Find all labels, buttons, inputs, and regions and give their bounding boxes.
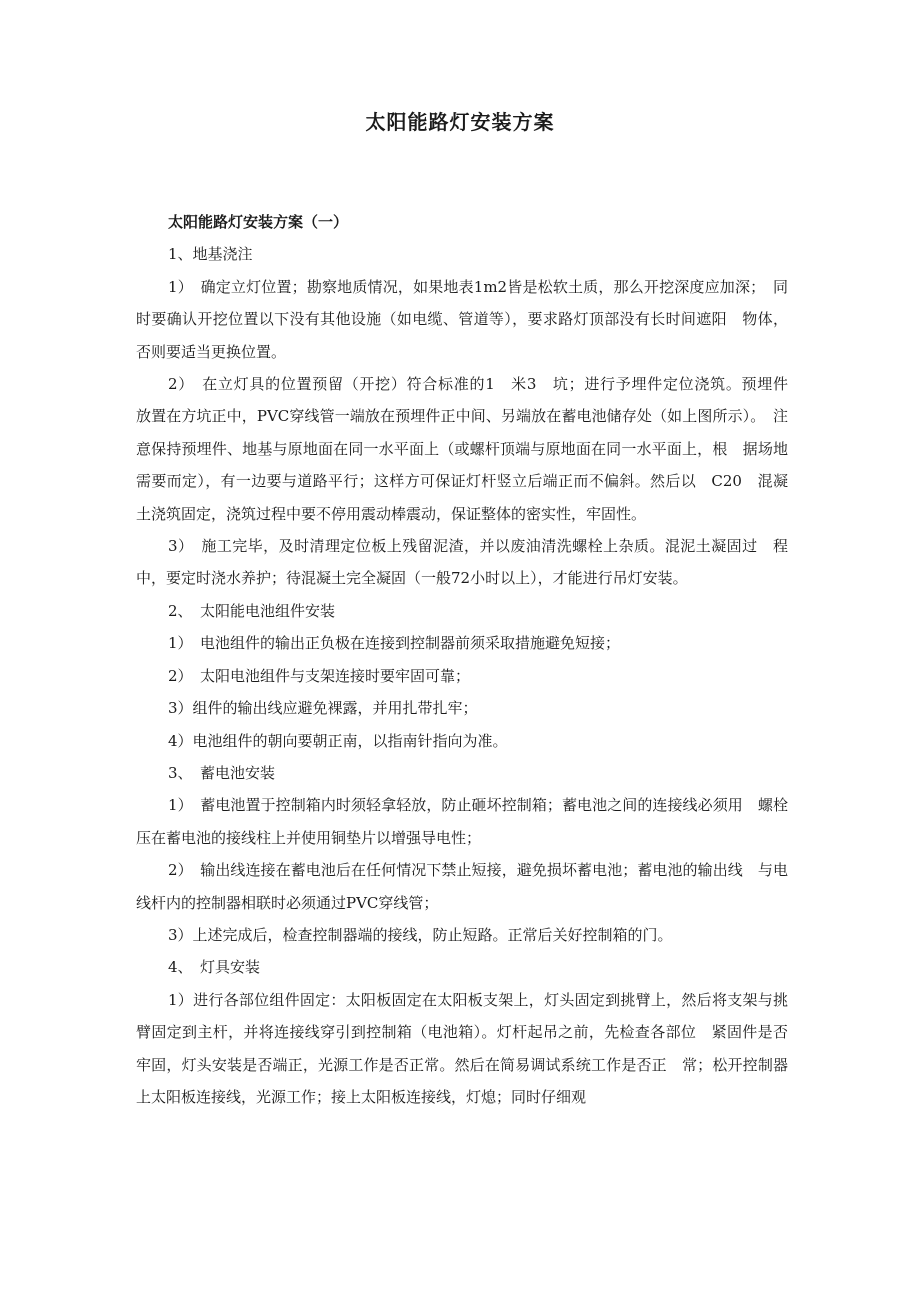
paragraph: 2） 输出线连接在蓄电池后在任何情况下禁止短接，避免损坏蓄电池；蓄电池的输出线 与电线杆内的控制器相联时必须通过PVC穿线管； (136, 861, 788, 912)
paragraph: 3） 施工完毕，及时清理定位板上残留泥渣，并以废油清洗螺栓上杂质。混泥土凝固过 程中，要定时浇水养护；待混凝土完全凝固（一般72小时以上），才能进行吊灯安装。 (136, 537, 788, 588)
heading-lamp-installation: 4、 灯具安装 (168, 958, 261, 977)
paragraph: 1） 电池组件的输出正负极在连接到控制器前须采取措施避免短接； (168, 634, 621, 653)
heading-foundation-pouring: 1、地基浇注 (168, 245, 253, 264)
paragraph: 3）组件的输出线应避免裸露，并用扎带扎牢； (168, 699, 478, 718)
paragraph: 3）上述完成后，检查控制器端的接线，防止短路。正常后关好控制箱的门。 (168, 925, 673, 944)
heading-solar-module-installation: 2、 太阳能电池组件安装 (168, 601, 336, 620)
section-heading: 太阳能路灯安装方案（一） (168, 213, 349, 231)
paragraph: 1） 确定立灯位置；勘察地质情况，如果地表1m2皆是松软土质，那么开挖深度应加深； 同时要确认开挖位置以下没有其他设施（如电缆、管道等），要求路灯顶部没有长时间遮阳 物体，否则要适当更换位置。 (136, 277, 788, 361)
paragraph: 2） 在立灯具的位置预留（开挖）符合标准的1 米3 坑；进行予埋件定位浇筑。预埋件 放置在方坑正中，PVC穿线管一端放在预埋件正中间、另端放在蓄电池储存处（如上图所示）。 注意保持预埋件、地基与原地面在同一水平面上（或螺杆顶端与原地面在同一水平面上，根 据场地需要而定），有一边要与道路平行；这样方可保证灯杆竖立后端正而不偏斜。然后以 C20 混凝土浇筑固定，浇筑过程中要不停用震动棒震动，保证整体的密实性，牢固性。 (136, 375, 804, 523)
document-body (136, 206, 804, 1113)
paragraph: 4）电池组件的朝向要朝正南，以指南针指向为准。 (168, 731, 508, 750)
heading-battery-installation: 3、 蓄电池安装 (168, 763, 276, 782)
paragraph: 1）进行各部位组件固定：太阳板固定在太阳板支架上，灯头固定到挑臂上，然后将支架与挑臂固定到主杆，并将连接线穿引到控制箱（电池箱）。灯杆起吊之前，先检查各部位 紧固件是否牢固，灯头安装是否端正，光源工作是否正常。然后在简易调试系统工作是否正 常；松开控制器上太阳板连接线，光源工作；接上太阳板连接线，灯熄；同时仔细观 (136, 990, 788, 1106)
document-title: 太阳能路灯安装方案 (365, 110, 555, 134)
paragraph: 2） 太阳电池组件与支架连接时要牢固可靠； (168, 666, 471, 685)
paragraph: 1） 蓄电池置于控制箱内时须轻拿轻放，防止砸坏控制箱；蓄电池之间的连接线必须用 螺栓压在蓄电池的接线柱上并使用铜垫片以增强导电性； (136, 796, 788, 847)
